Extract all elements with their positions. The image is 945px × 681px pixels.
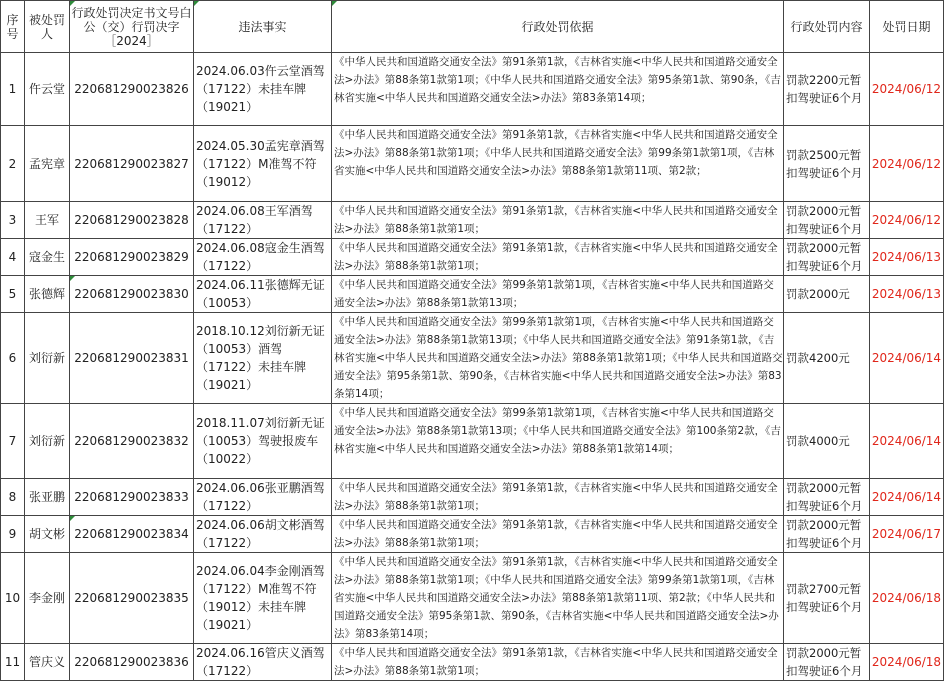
violation-facts: 2018.11.07刘衍新无证（10053）驾驶报废车（10022） — [194, 404, 332, 479]
violation-facts: 2024.06.06胡文彬酒驾（17122） — [194, 516, 332, 553]
table-row — [1, 479, 944, 516]
row-index: 4 — [1, 239, 25, 276]
penalty-date: 2024/06/14 — [870, 313, 944, 404]
decision-number: 220681290023832 — [70, 404, 194, 479]
header-facts: 违法事实 — [194, 1, 332, 53]
decision-number: 220681290023834 — [70, 516, 194, 553]
penalty-content: 罚款2000元暂扣驾驶证6个月 — [784, 239, 870, 276]
table-row — [1, 202, 944, 239]
row-index: 5 — [1, 276, 25, 313]
row-index: 3 — [1, 202, 25, 239]
penalty-content: 罚款2000元 — [784, 276, 870, 313]
penalty-date: 2024/06/14 — [870, 479, 944, 516]
row-index: 1 — [1, 53, 25, 126]
decision-number: 220681290023836 — [70, 644, 194, 681]
violation-facts: 2024.06.16管庆义酒驾（17122） — [194, 644, 332, 681]
penalty-basis: 《中华人民共和国道路交通安全法》第91条第1款，《吉林省实施<中华人民共和国道路交通安全法>办法》第88条第1款第1项；《中华人民共和国道路交通安全法》第95条第1款、第90条，《吉林省实施<中华人民共和国道路交通安全法>办法》第83条第14项； — [332, 53, 784, 126]
header-basis: 行政处罚依据 — [332, 1, 784, 53]
row-index: 10 — [1, 553, 25, 644]
penalty-content: 罚款2000元暂扣驾驶证6个月 — [784, 516, 870, 553]
penalty-basis: 《中华人民共和国道路交通安全法》第99条第1款第1项，《吉林省实施<中华人民共和国道路交通安全法>办法》第88条第1款第13项；《中华人民共和国道路交通安全法》第100条第2款，《吉林省实施<中华人民共和国道路交通安全法>办法》第88条第1款第14项； — [332, 404, 784, 479]
table-row — [1, 516, 944, 553]
penalty-content: 罚款4200元 — [784, 313, 870, 404]
offender-name: 张亚鹏 — [25, 479, 70, 516]
penalty-basis: 《中华人民共和国道路交通安全法》第91条第1款，《吉林省实施<中华人民共和国道路交通安全法>办法》第88条第1款第1项； — [332, 644, 784, 681]
penalty-content: 罚款2000元暂扣驾驶证6个月 — [784, 479, 870, 516]
header-idx: 序号 — [1, 1, 25, 53]
penalty-date: 2024/06/17 — [870, 516, 944, 553]
offender-name: 孟宪章 — [25, 126, 70, 202]
offender-name: 胡文彬 — [25, 516, 70, 553]
penalty-date: 2024/06/13 — [870, 276, 944, 313]
penalty-content: 罚款2000元暂扣驾驶证6个月 — [784, 202, 870, 239]
penalty-date: 2024/06/14 — [870, 404, 944, 479]
violation-facts: 2024.06.03仵云堂酒驾（17122）未挂车牌（19021） — [194, 53, 332, 126]
row-index: 7 — [1, 404, 25, 479]
penalty-date: 2024/06/18 — [870, 553, 944, 644]
violation-facts: 2024.06.08寇金生酒驾（17122） — [194, 239, 332, 276]
violation-facts: 2024.05.30孟宪章酒驾（17122）M准驾不符（19012） — [194, 126, 332, 202]
decision-number: 220681290023833 — [70, 479, 194, 516]
penalty-basis: 《中华人民共和国道路交通安全法》第99条第1款第1项，《吉林省实施<中华人民共和国道路交通安全法>办法》第88条第1款第13项； — [332, 276, 784, 313]
table-row — [1, 644, 944, 681]
row-index: 2 — [1, 126, 25, 202]
decision-number: 220681290023831 — [70, 313, 194, 404]
penalty-date: 2024/06/12 — [870, 53, 944, 126]
decision-number: 220681290023830 — [70, 276, 194, 313]
penalty-content: 罚款2700元暂扣驾驶证6个月 — [784, 553, 870, 644]
header-row — [1, 1, 944, 53]
penalty-basis: 《中华人民共和国道路交通安全法》第91条第1款，《吉林省实施<中华人民共和国道路交通安全法>办法》第88条第1款第1项；《中华人民共和国道路交通安全法》第99条第1款第1项，《吉林省实施<中华人民共和国道路交通安全法>办法》第88条第1款第11项、第2款；《中华人民共和国道路交通安全法》第95条第1款、第90条，《吉林省实施<中华人民共和国道路交通安全法>办法》第83条第14项； — [332, 553, 784, 644]
penalty-basis: 《中华人民共和国道路交通安全法》第91条第1款，《吉林省实施<中华人民共和国道路交通安全法>办法》第88条第1款第1项； — [332, 239, 784, 276]
penalty-date: 2024/06/12 — [870, 202, 944, 239]
table-row — [1, 126, 944, 202]
penalty-date: 2024/06/12 — [870, 126, 944, 202]
penalty-date: 2024/06/13 — [870, 239, 944, 276]
penalty-basis: 《中华人民共和国道路交通安全法》第91条第1款，《吉林省实施<中华人民共和国道路交通安全法>办法》第88条第1款第1项；《中华人民共和国道路交通安全法》第99条第1款第1项，《吉林省实施<中华人民共和国道路交通安全法>办法》第88条第1款第11项、第2款； — [332, 126, 784, 202]
header-doc-no: 行政处罚决定书文号白公（交）行罚决字［2024］ — [70, 1, 194, 53]
penalty-basis: 《中华人民共和国道路交通安全法》第91条第1款，《吉林省实施<中华人民共和国道路交通安全法>办法》第88条第1款第1项； — [332, 202, 784, 239]
offender-name: 仵云堂 — [25, 53, 70, 126]
decision-number: 220681290023828 — [70, 202, 194, 239]
penalty-content: 罚款2200元暂扣驾驶证6个月 — [784, 53, 870, 126]
violation-facts: 2024.06.06张亚鹏酒驾（17122） — [194, 479, 332, 516]
offender-name: 寇金生 — [25, 239, 70, 276]
row-index: 9 — [1, 516, 25, 553]
penalty-content: 罚款2500元暂扣驾驶证6个月 — [784, 126, 870, 202]
violation-facts: 2018.10.12刘衍新无证（10053）酒驾（17122）未挂车牌（19021） — [194, 313, 332, 404]
offender-name: 王军 — [25, 202, 70, 239]
row-index: 6 — [1, 313, 25, 404]
offender-name: 刘衍新 — [25, 313, 70, 404]
decision-number: 220681290023826 — [70, 53, 194, 126]
table-row — [1, 313, 944, 404]
penalty-basis: 《中华人民共和国道路交通安全法》第99条第1款第1项，《吉林省实施<中华人民共和国道路交通安全法>办法》第88条第1款第13项；《中华人民共和国道路交通安全法》第91条第1款，《吉林省实施<中华人民共和国道路交通安全法>办法》第88条第1款第1项；《中华人民共和国道路交通安全法》第95条第1款、第90条，《吉林省实施<中华人民共和国道路交通安全法>办法》第83条第14项； — [332, 313, 784, 404]
violation-facts: 2024.06.04李金刚酒驾（17122）M准驾不符（19012）未挂车牌（19021） — [194, 553, 332, 644]
violation-facts: 2024.06.11张德辉无证（10053） — [194, 276, 332, 313]
offender-name: 管庆义 — [25, 644, 70, 681]
header-date: 处罚日期 — [870, 1, 944, 53]
penalty-content: 罚款4000元 — [784, 404, 870, 479]
offender-name: 李金刚 — [25, 553, 70, 644]
table-row — [1, 53, 944, 126]
decision-number: 220681290023829 — [70, 239, 194, 276]
header-name: 被处罚人 — [25, 1, 70, 53]
offender-name: 刘衍新 — [25, 404, 70, 479]
row-index: 11 — [1, 644, 25, 681]
violation-facts: 2024.06.08王军酒驾（17122） — [194, 202, 332, 239]
penalty-basis: 《中华人民共和国道路交通安全法》第91条第1款，《吉林省实施<中华人民共和国道路交通安全法>办法》第88条第1款第1项； — [332, 479, 784, 516]
decision-number: 220681290023835 — [70, 553, 194, 644]
header-content: 行政处罚内容 — [784, 1, 870, 53]
offender-name: 张德辉 — [25, 276, 70, 313]
table-row — [1, 276, 944, 313]
table-row — [1, 239, 944, 276]
table-row — [1, 553, 944, 644]
decision-number: 220681290023827 — [70, 126, 194, 202]
table-row — [1, 404, 944, 479]
penalty-date: 2024/06/18 — [870, 644, 944, 681]
penalty-basis: 《中华人民共和国道路交通安全法》第91条第1款，《吉林省实施<中华人民共和国道路交通安全法>办法》第88条第1款第1项； — [332, 516, 784, 553]
penalty-content: 罚款2000元暂扣驾驶证6个月 — [784, 644, 870, 681]
row-index: 8 — [1, 479, 25, 516]
